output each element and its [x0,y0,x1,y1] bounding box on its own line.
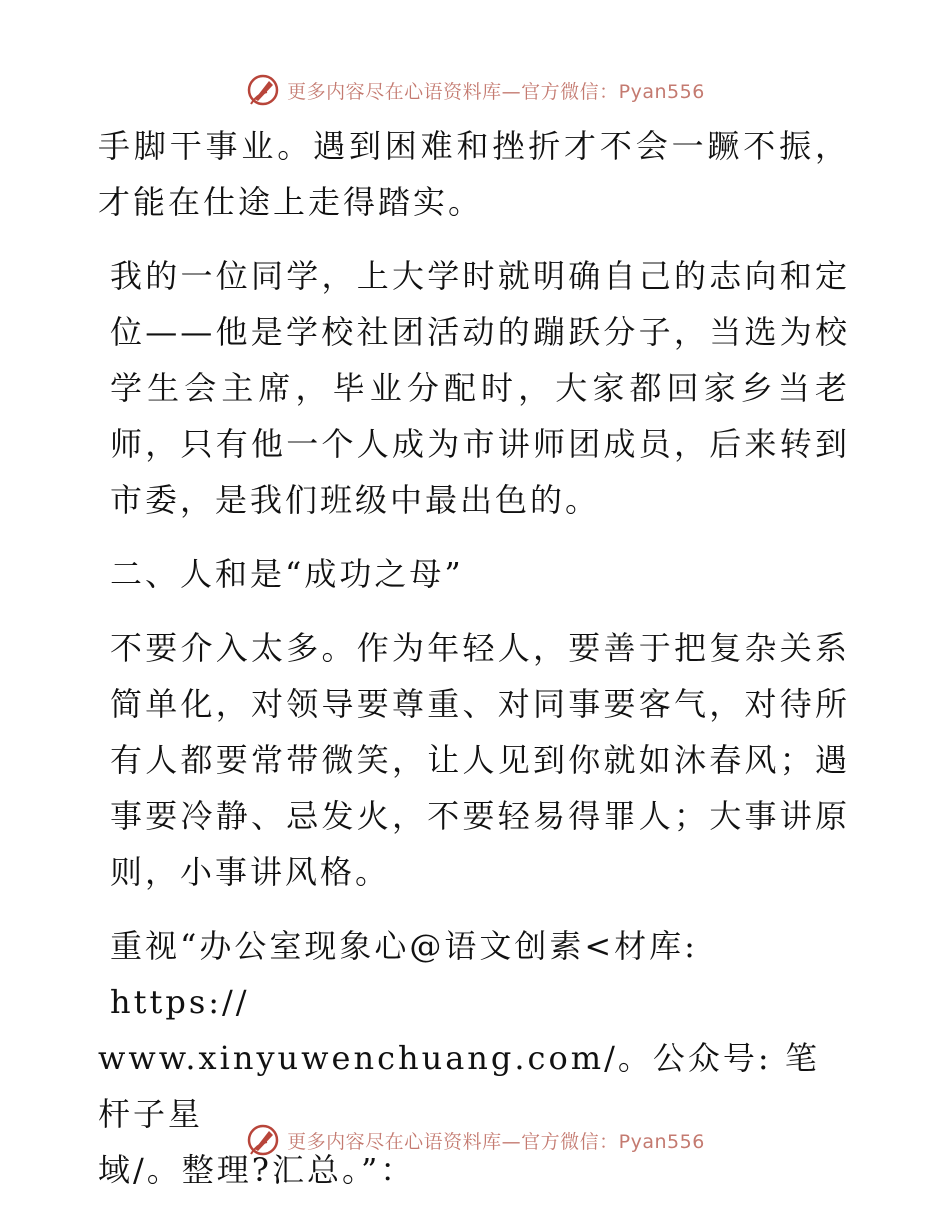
pen-nib-logo-icon [245,1122,281,1158]
header-wechat-id: Pyan556 [618,80,705,103]
pen-nib-logo-icon [245,72,281,108]
document-body [98,118,850,1198]
paragraph-1: 手脚干事业。遇到困难和挫折才不会一蹶不振，才能在仕途上走得踏实。 [98,127,850,221]
header-banner-text: 更多内容尽在心语资料库—官方微信：Pyan556 [287,80,705,103]
footer-banner [0,1120,950,1160]
section-heading: 二、人和是“成功之母” [110,555,464,593]
paragraph-4-line-2: www.xinyuwenchuang.com/。公众号: 笔杆子星 [98,1039,820,1133]
footer-wechat-id: Pyan556 [618,1130,705,1153]
paragraph-3: 不要介入太多。作为年轻人，要善于把复杂关系简单化，对领导要尊重、对同事要客气，对待所有人都要常带微笑，让人见到你就如沐春风；遇事要冷静、忌发火，不要轻易得罪人；大事讲原则，小事讲风格。 [110,629,850,891]
footer-banner-text: 更多内容尽在心语资料库—官方微信：Pyan556 [287,1130,705,1153]
paragraph-2: 我的一位同学，上大学时就明确自己的志向和定位——他是学校社团活动的蹦跃分子，当选为校学生会主席，毕业分配时，大家都回家乡当老师，只有他一个人成为市讲师团成员，后来转到市委，是我们班级中最出色的。 [110,257,850,519]
header-banner [0,70,950,110]
paragraph-4-line-3: 域/。整理?汇总。”： [98,1151,416,1189]
paragraph-4-line-1: 重视“办公室现象心@语文创素<材库: https:// [110,927,698,1021]
